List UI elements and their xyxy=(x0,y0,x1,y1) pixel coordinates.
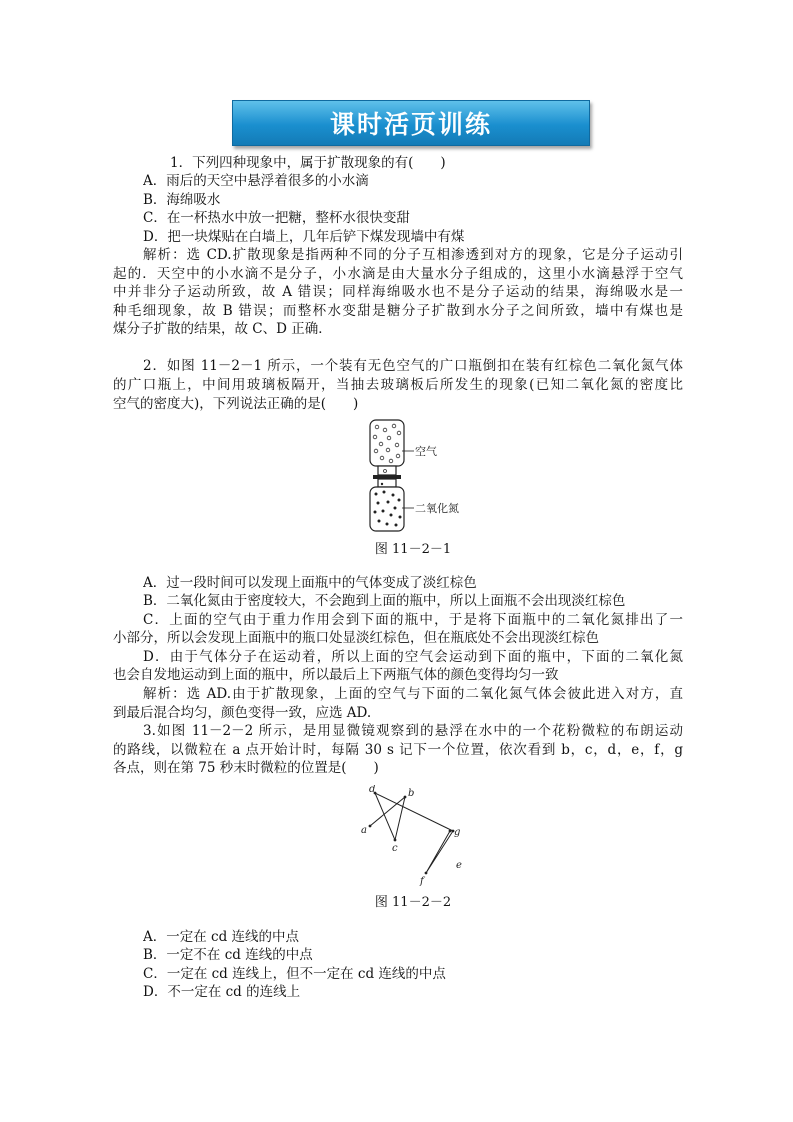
q3-stem-line: 的路线，以微粒在 a 点开始计时，每隔 30 s 记下一个位置，依次看到 b，c，d，e，f，g xyxy=(113,742,683,758)
brownian-path-figure xyxy=(358,785,468,890)
q1-analysis-line: 解析：选 CD.扩散现象是指两种不同的分子互相渗透到对方的现象，它是分子运动引 xyxy=(143,247,683,263)
point-label: g xyxy=(454,827,461,838)
q1-analysis-line: 种毛细现象，故 B 错误；而整杯水变甜是糖分子扩散到水分子之间所致，墙中有煤也是 xyxy=(113,303,683,319)
q3-stem-line: 各点，则在第 75 秒末时微粒的位置是( ) xyxy=(113,760,379,776)
figure-caption-2: 图 11－2－2 xyxy=(374,895,452,910)
q2-option-c: C．上面的空气由于重力作用会到下面的瓶中，于是将下面瓶中的二氧化氮排出了一 xyxy=(143,612,683,628)
q2-option-b: B．二氧化氮由于密度较大，不会跑到上面的瓶中，所以上面瓶不会出现淡红棕色 xyxy=(143,593,626,609)
point-label: a xyxy=(361,825,367,836)
q1-analysis-line: 起的．天空中的小水滴不是分子，小水滴是由大量水分子组成的，这里小水滴悬浮于空气 xyxy=(113,266,683,282)
q2-option-a: A．过一段时间可以发现上面瓶中的气体变成了淡红棕色 xyxy=(143,575,477,591)
q3-option-b: B．一定不在 cd 连线的中点 xyxy=(143,947,313,963)
label-air: 空气 xyxy=(415,445,437,458)
q2-option-d-cont: 也会自发地运动到上面的瓶中，所以最后上下两瓶气体的颜色变得均匀一致 xyxy=(113,667,559,683)
banner-title: 课时活页训练 xyxy=(329,110,492,139)
q1-option-c: C．在一杯热水中放一把糖，整杯水很快变甜 xyxy=(143,210,410,226)
point-label: d xyxy=(369,785,376,795)
q2-analysis-line: 解析：选 AD.由于扩散现象，上面的空气与下面的二氧化氮气体会彼此进入对方，直 xyxy=(143,686,683,702)
point-label: e xyxy=(456,860,462,871)
q3-option-c: C．一定在 cd 连线上，但不一定在 cd 连线的中点 xyxy=(143,966,446,982)
q2-stem-line: 的广口瓶上，中间用玻璃板隔开，当抽去玻璃板后所发生的现象(已知二氧化氮的密度比 xyxy=(113,377,683,393)
title-banner xyxy=(232,100,590,146)
label-no2: 二氧化氮 xyxy=(415,502,459,515)
q1-option-d: D．把一块煤贴在白墙上，几年后铲下煤发现墙中有煤 xyxy=(143,229,465,245)
q2-option-d: D．由于气体分子在运动着，所以上面的空气会运动到下面的瓶中，下面的二氧化氮 xyxy=(143,649,683,665)
q1-stem: 1．下列四种现象中，属于扩散现象的有( ) xyxy=(170,155,446,171)
bottles-figure xyxy=(358,418,468,534)
q1-option-b: B．海绵吸水 xyxy=(143,192,221,208)
figure-caption-1: 图 11－2－1 xyxy=(374,542,452,557)
q2-option-c-cont: 小部分，所以会发现上面瓶中的瓶口处显淡红棕色，但在瓶底处不会出现淡红棕色 xyxy=(113,630,599,646)
point-label: c xyxy=(392,843,398,854)
q3-option-a: A．一定在 cd 连线的中点 xyxy=(143,929,300,945)
q1-analysis-line: 煤分子扩散的结果，故 C、D 正确． xyxy=(113,321,332,337)
q1-option-a: A．雨后的天空中悬浮着很多的小水滴 xyxy=(143,173,369,189)
q2-stem-line: 2．如图 11－2－1 所示，一个装有无色空气的广口瓶倒扣在装有红棕色二氧化氮气体 xyxy=(143,358,683,374)
q2-stem-line: 空气的密度大)，下列说法正确的是( ) xyxy=(113,396,359,412)
q1-analysis-line: 中并非分子运动所致，故 A 错误；同样海绵吸水也不是分子运动的结果，海绵吸水是一 xyxy=(113,284,683,300)
point-label: b xyxy=(408,788,415,799)
q2-analysis-line: 到最后混合均匀，颜色变得一致，应选 AD. xyxy=(113,705,372,721)
q3-stem-line: 3.如图 11－2－2 所示，是用显微镜观察到的悬浮在水中的一个花粉微粒的布朗运动 xyxy=(143,723,683,739)
point-label: f xyxy=(420,876,424,887)
q3-option-d: D．不一定在 cd 的连线上 xyxy=(143,984,301,1000)
